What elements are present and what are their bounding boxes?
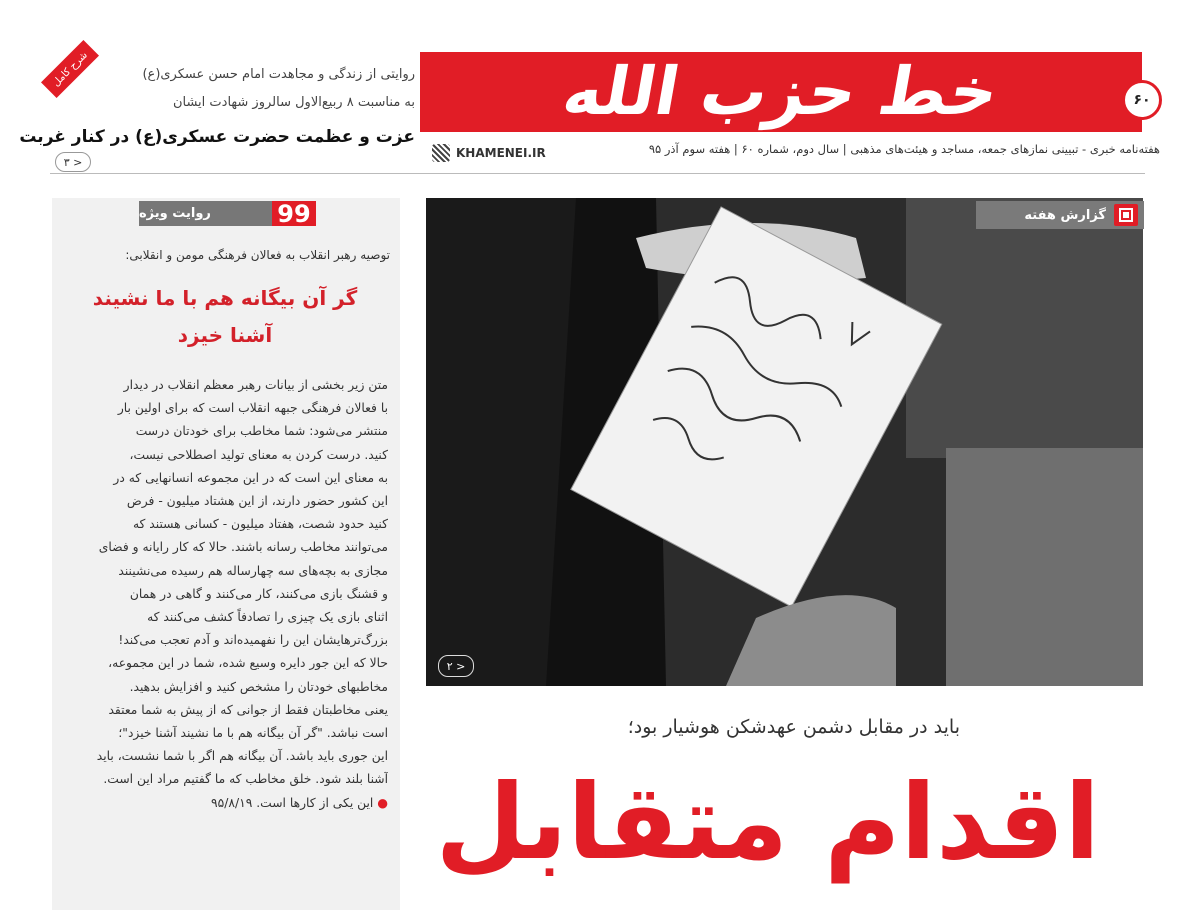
body-line: یعنی مخاطبتان فقط از جوانی که از پیش به شما معتقد [108, 702, 388, 717]
site-logo[interactable] [432, 142, 602, 164]
header-divider [50, 173, 1145, 174]
masthead-banner [420, 52, 1142, 132]
body-line-last [66, 792, 388, 815]
body-line: آشنا بلند شود. خلق مخاطب که ما گفتیم مراد این است. [103, 772, 388, 787]
body-line: به معنای این است که در این مجموعه انسانهایی که در [113, 470, 388, 485]
column-intro: توصیه رهبر انقلاب به فعالان فرهنگی مومن و انقلابی: [125, 248, 390, 262]
body-line: این کشور حضور دارند، از این هشتاد میلیون - فرض [126, 494, 388, 509]
teaser-subtitle-2: به مناسبت ۸ ربیع‌الاول سالروز شهادت ایشان [172, 95, 415, 110]
body-line-text: این یکی از کارها است. ۹۵/۸/۱۹ [211, 795, 374, 810]
teaser-headline[interactable]: عزت و عظمت حضرت عسکری(ع) در کنار غربت [19, 127, 415, 147]
body-line: کنید. درست کردن به معنای تولید اصطلاحی نیست، [129, 447, 388, 462]
teaser-page-pointer[interactable]: ۳ > [55, 152, 91, 172]
column-title-line-2: آشنا خیزد [177, 323, 273, 347]
photo-page-pointer[interactable]: ۲ > [438, 655, 474, 677]
body-line: می‌توانند مخاطب رسانه باشند. حالا که کار رایانه و فضای [98, 540, 388, 555]
khamenei-logo-icon [432, 144, 450, 162]
body-line: مجازی به بچه‌های سه چهارساله هم رسیده می‌نشینند [118, 563, 388, 578]
teaser-box[interactable] [19, 55, 415, 175]
signed-document-illustration [426, 198, 1143, 686]
body-line: متن زیر بخشی از بیانات رهبر معظم انقلاب در دیدار [123, 378, 388, 392]
issue-number-badge: ۶۰ [1122, 80, 1162, 120]
main-headline: اقدام متقابل [435, 761, 1100, 883]
headline-kicker: باید در مقابل دشمن عهدشکن هوشیار بود؛ [627, 716, 960, 738]
body-line: حالا که این جور دایره وسیع شده، شما در این مجموعه، [108, 656, 388, 671]
body-line: اثنای بازی یک چیزی را تصادفاً کشف می‌کنند که [147, 610, 388, 625]
body-line: بزرگ‌ترهایشان این را نفهمیده‌اند و آدم تعجب می‌کند! [118, 633, 388, 648]
column-header-label: روایت ویژه [139, 201, 316, 226]
body-line: کنید حدود شصت، هفتاد میلیون - کسانی هستند که [132, 517, 388, 532]
column-body-text [66, 374, 388, 815]
body-line: با فعالان فرهنگی جبهه انقلاب است که برای اولین بار [117, 401, 388, 416]
quote-icon: 99 [272, 201, 316, 226]
masthead-title: خط حزب الله [557, 53, 1005, 130]
body-line: مخاطبهای خودتان را مشخص کنید و افزایش بدهید. [129, 679, 388, 694]
masthead-subline: هفته‌نامه خبری - تبیینی نمازهای جمعه، مساجد و هیئت‌های مذهبی | سال دوم، شماره ۶۰ | هفته سوم آذر ۹۵ [648, 142, 1160, 156]
feature-photo [426, 198, 1143, 686]
column-title-line-1: گر آن بیگانه هم با ما نشیند [92, 286, 358, 310]
site-name: KHAMENEI.IR [456, 146, 546, 160]
teaser-corner-ribbon: شرح کامل [41, 40, 99, 98]
report-icon [1114, 204, 1138, 226]
body-line: این جوری باید باشد. آن بیگانه هم اگر با شما نشست، باید [96, 749, 388, 764]
weekly-report-tag: گزارش هفته [976, 201, 1144, 229]
red-bullet-icon: ● [373, 795, 388, 810]
body-line: منتشر می‌شود: شما مخاطب برای خودتان درست [135, 424, 388, 439]
body-line: است نباشد. "گر آن بیگانه هم با ما نشیند آشنا خیزد"؛ [118, 726, 388, 741]
body-line: و قشنگ بازی می‌کنند، کار می‌کنند و گاهی در همان [129, 586, 388, 601]
teaser-subtitle-1: روایتی از زندگی و مجاهدت امام حسن عسکری(ع) [142, 67, 415, 82]
